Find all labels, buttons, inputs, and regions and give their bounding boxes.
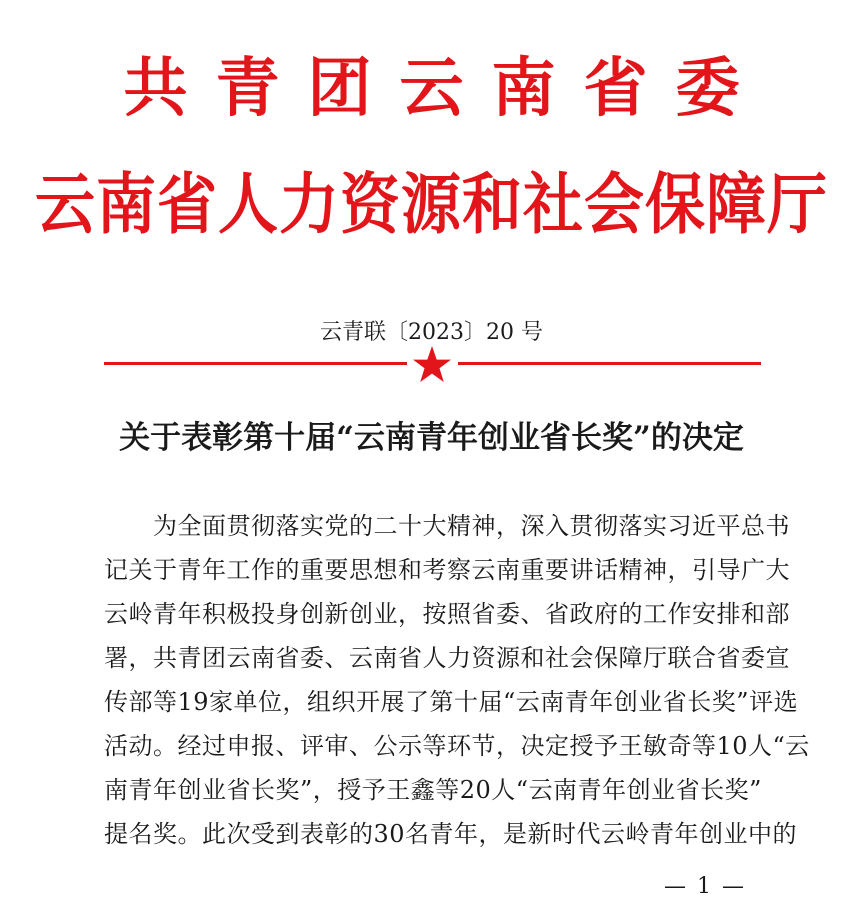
body-line: 为全面贯彻落实党的二十大精神，深入贯彻落实习近平总书 <box>104 512 790 540</box>
red-rule-left <box>104 362 407 365</box>
issuer-name-line-1: 共青团云南省委 <box>123 52 768 126</box>
body-line: 活动。经过申报、评审、公示等环节，决定授予王敏奇等10人“云 <box>104 732 810 760</box>
page-number: — 1 — <box>664 874 746 899</box>
issuer-name-line-2: 云南省人力资源和社会保障厅 <box>35 166 828 244</box>
body-paragraph <box>104 504 810 856</box>
body-line: 署，共青团云南省委、云南省人力资源和社会保障厅联合省委宣 <box>104 644 790 672</box>
document-title: 关于表彰第十届“云南青年创业省长奖”的决定 <box>119 420 744 456</box>
body-line: 南青年创业省长奖”，授予王鑫等20人“云南青年创业省长奖” <box>104 776 762 804</box>
body-line: 云岭青年积极投身创新创业，按照省委、省政府的工作安排和部 <box>104 600 790 628</box>
red-rule-right <box>458 362 761 365</box>
document-number: 云青联〔2023〕20 号 <box>320 320 543 345</box>
body-line: 记关于青年工作的重要思想和考察云南重要讲话精神，引导广大 <box>104 556 790 584</box>
star-icon <box>412 345 452 383</box>
body-line: 提名奖。此次受到表彰的30名青年，是新时代云岭青年创业中的 <box>104 820 798 848</box>
body-line: 传部等19家单位，组织开展了第十届“云南青年创业省长奖”评选 <box>104 688 799 716</box>
